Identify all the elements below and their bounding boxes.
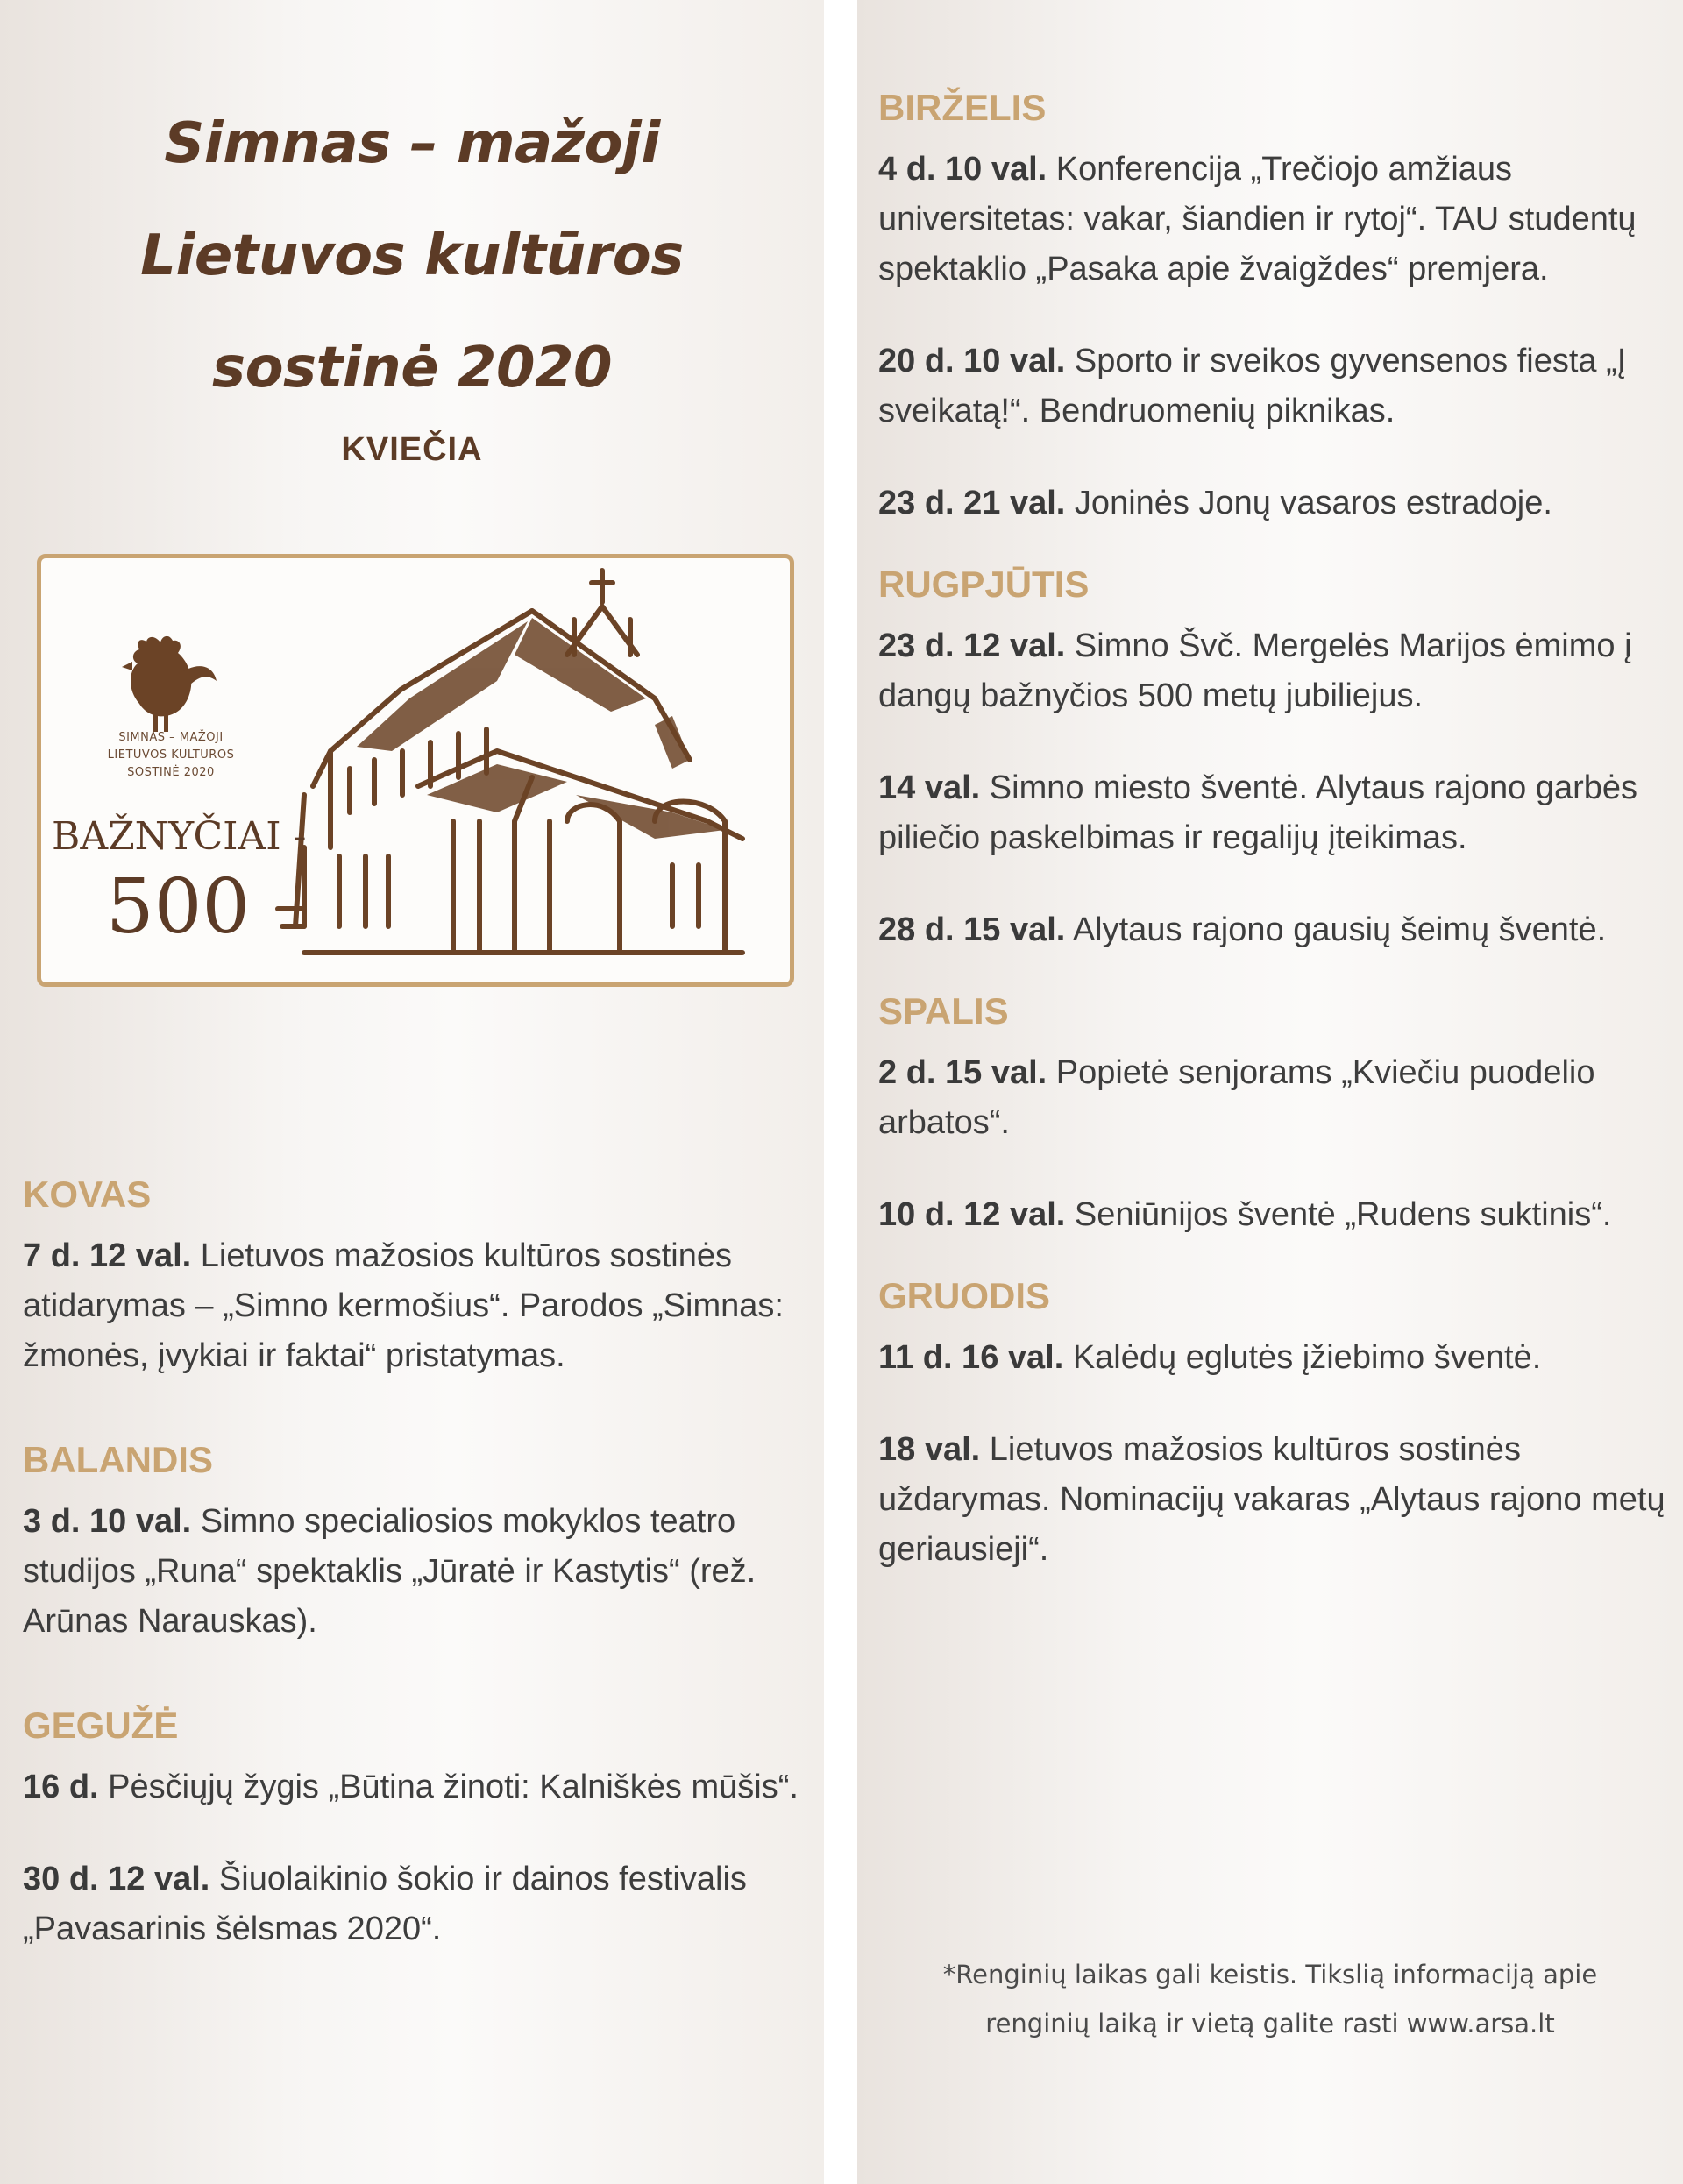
event-item <box>878 1190 1667 1240</box>
event-text: Simno Švč. Mergelės Marijos ėmimo į dangų bažnyčios 500 metų jubiliejus. <box>878 628 1632 714</box>
event-text: Šiuolaikinio šokio ir dainos festivalis „Pavasarinis šėlsmas 2020“. <box>23 1861 747 1947</box>
event-item <box>878 337 1667 436</box>
event-item <box>878 1425 1667 1575</box>
logo-caption-line-1: SIMNAS – MAŽOJI <box>118 731 224 744</box>
footnote <box>857 1950 1683 2048</box>
event-item <box>878 905 1667 955</box>
event-item <box>878 145 1667 294</box>
title-line-2: Lietuvos kultūros <box>140 223 684 288</box>
title-line-1: Simnas – mažoji <box>164 111 660 176</box>
event-item <box>878 1048 1667 1148</box>
event-text: Popietė senjorams „Kviečiu puodelio arbatos“. <box>878 1054 1595 1141</box>
event-text: Lietuvos mažosios kultūros sostinės atidarymas – „Simno kermošius“. Parodos „Simnas: žmonės, įvykiai ir faktai“ pristatymas. <box>23 1237 784 1374</box>
event-item <box>23 1231 812 1381</box>
event-text: Simno miesto šventė. Alytaus rajono garbės piliečio paskelbimas ir regalijų įteikimas. <box>878 769 1638 856</box>
month-heading: KOVAS <box>23 1174 152 1215</box>
event-text: Sporto ir sveikos gyvensenos fiesta „Į sveikatą!“. Bendruomenių piknikas. <box>878 343 1627 429</box>
logo-big-line-1: BAŽNYČIAI - <box>52 814 307 859</box>
event-time: 11 d. 16 val. <box>878 1339 1064 1376</box>
event-item <box>23 1854 812 1954</box>
event-item <box>23 1497 812 1647</box>
event-text: Lietuvos mažosios kultūros sostinės uždarymas. Nominacijų vakaras „Alytaus rajono metų geriausieji“. <box>878 1431 1665 1568</box>
event-item <box>878 1333 1667 1383</box>
title-block <box>0 88 824 469</box>
event-item <box>878 479 1667 528</box>
right-events-column <box>878 83 1667 1575</box>
month-heading: BALANDIS <box>23 1439 213 1480</box>
month-heading: BIRŽELIS <box>878 87 1047 128</box>
event-text: Konferencija „Trečiojo amžiaus universitetas: vakar, šiandien ir rytoj“. TAU studentų spektaklio „Pasaka apie žvaigždes“ premjera. <box>878 151 1637 287</box>
event-time: 7 d. 12 val. <box>23 1237 192 1274</box>
event-time: 4 d. 10 val. <box>878 151 1047 188</box>
event-time: 16 d. <box>23 1769 99 1805</box>
left-panel <box>0 0 824 2184</box>
logo-caption <box>83 729 259 782</box>
logo-box <box>37 554 794 987</box>
rooster-icon <box>122 636 217 732</box>
footnote-line-2: renginių laiką ir vietą galite rasti www.arsa.lt <box>985 2009 1555 2039</box>
logo-big-line-2: 500 <box>106 863 251 951</box>
event-time: 10 d. 12 val. <box>878 1196 1066 1233</box>
event-text: Simno specialiosios mokyklos teatro studijos „Runa“ spektaklis „Jūratė ir Kastytis“ (rež. Arūnas Narauskas). <box>23 1503 756 1640</box>
invite-label: KVIEČIA <box>341 431 483 468</box>
event-time: 3 d. 10 val. <box>23 1503 192 1540</box>
event-item <box>23 1762 812 1812</box>
event-text: Joninės Jonų vasaros estradoje. <box>1065 485 1552 521</box>
month-heading: GRUODIS <box>878 1275 1051 1316</box>
event-text: Seniūnijos šventė „Rudens suktinis“. <box>1065 1196 1612 1233</box>
footnote-line-1: *Renginių laikas gali keistis. Tikslią informaciją apie <box>942 1960 1598 1989</box>
logo-caption-line-3: SOSTINĖ 2020 <box>127 766 215 779</box>
month-heading: GEGUŽĖ <box>23 1705 179 1746</box>
event-item <box>878 621 1667 721</box>
event-time: 14 val. <box>878 769 981 806</box>
event-text: Pėsčiųjų žygis „Būtina žinoti: Kalniškės mūšis“. <box>98 1769 799 1805</box>
event-time: 28 d. 15 val. <box>878 911 1066 948</box>
logo-anniversary <box>52 811 307 951</box>
logo-caption-line-2: LIETUVOS KULTŪROS <box>107 748 235 762</box>
event-time: 20 d. 10 val. <box>878 343 1066 379</box>
month-heading: SPALIS <box>878 990 1009 1032</box>
event-time: 30 d. 12 val. <box>23 1861 210 1897</box>
event-item <box>878 763 1667 863</box>
event-time: 23 d. 12 val. <box>878 628 1066 664</box>
event-time: 18 val. <box>878 1431 981 1468</box>
left-events-column <box>23 1170 812 1954</box>
event-time: 23 d. 21 val. <box>878 485 1066 521</box>
event-text: Alytaus rajono gausių šeimų šventė. <box>1065 911 1607 948</box>
title-line-3: sostinė 2020 <box>211 336 613 401</box>
event-text: Kalėdų eglutės įžiebimo šventė. <box>1063 1339 1542 1376</box>
event-time: 2 d. 15 val. <box>878 1054 1047 1091</box>
month-heading: RUGPJŪTIS <box>878 564 1090 605</box>
